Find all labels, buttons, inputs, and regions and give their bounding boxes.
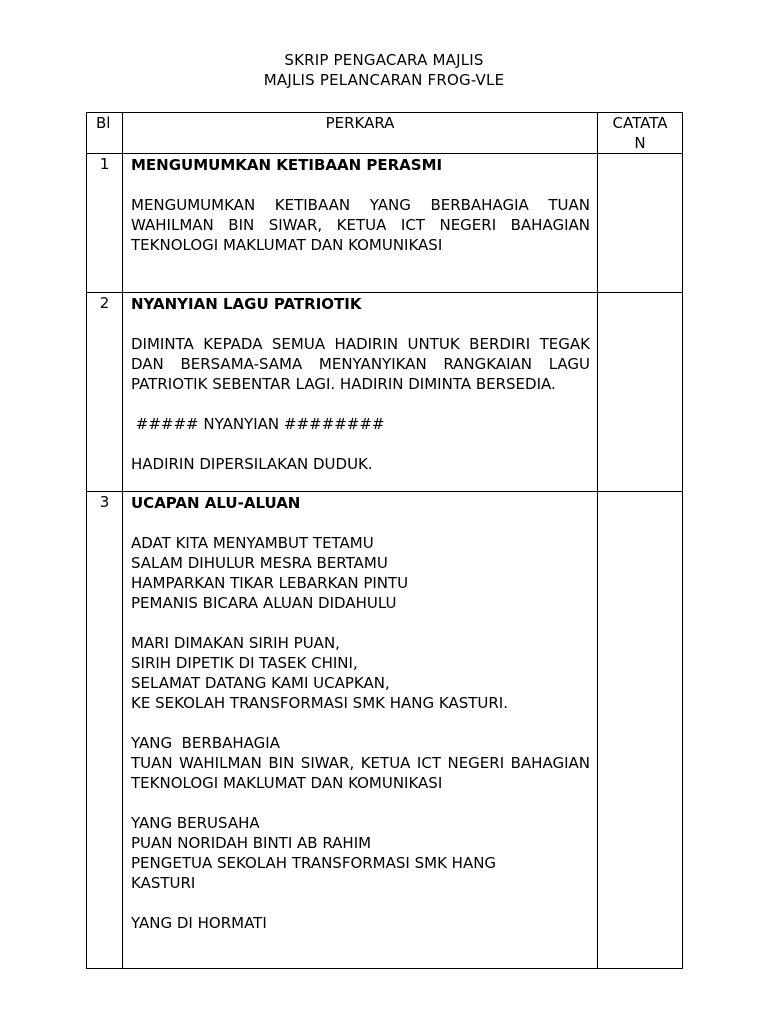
pantun-line: SELAMAT DATANG KAMI UCAPKAN,	[131, 674, 390, 692]
document-title	[0, 50, 768, 90]
greeting-line: PUAN NORIDAH BINTI AB RAHIM	[131, 834, 372, 852]
greeting-line: KASTURI	[131, 874, 196, 892]
catatan-cell	[598, 492, 683, 969]
item-paragraph: DIMINTA KEPADA SEMUA HADIRIN UNTUK BERDIRI TEGAK DAN BERSAMA-SAMA MENYANYIKAN RANGKAIAN LAGU PATRIOTIK SEBENTAR LAGI. HADIRIN DIMINTA BERSEDIA.	[131, 335, 590, 393]
table-row	[87, 293, 683, 492]
title-line-1: SKRIP PENGACARA MAJLIS	[284, 51, 484, 69]
row-number: 1	[87, 154, 123, 293]
greeting-line: PENGETUA SEKOLAH TRANSFORMASI SMK HANG	[131, 854, 497, 872]
header-catatan: CATATA N	[598, 113, 683, 154]
catatan-cell	[598, 293, 683, 492]
row-number: 3	[87, 492, 123, 969]
table-row	[87, 154, 683, 293]
table-header-row	[87, 113, 683, 154]
greeting-title: YANG BERBAHAGIA	[131, 734, 280, 752]
item-paragraph: MENGUMUMKAN KETIBAAN YANG BERBAHAGIA TUAN WAHILMAN BIN SIWAR, KETUA ICT NEGERI BAHAGIAN TEKNOLOGI MAKLUMAT DAN KOMUNIKASI	[131, 196, 590, 254]
pantun-line: MARI DIMAKAN SIRIH PUAN,	[131, 634, 340, 652]
greeting-line: YANG BERUSAHA	[131, 814, 260, 832]
pantun-line: SALAM DIHULUR MESRA BERTAMU	[131, 554, 388, 572]
title-line-2: MAJLIS PELANCARAN FROG-VLE	[263, 71, 505, 89]
perkara-cell	[123, 293, 598, 492]
greeting-title: YANG DI HORMATI	[131, 914, 267, 932]
row-number: 2	[87, 293, 123, 492]
header-bil: Bl	[87, 113, 123, 154]
pantun-line: SIRIH DIPETIK DI TASEK CHINI,	[131, 654, 358, 672]
script-table	[86, 112, 683, 969]
table-row	[87, 492, 683, 969]
item-heading: NYANYIAN LAGU PATRIOTIK	[131, 295, 362, 313]
header-perkara: PERKARA	[123, 113, 598, 154]
pantun-line: KE SEKOLAH TRANSFORMASI SMK HANG KASTURI.	[131, 694, 508, 712]
item-heading: UCAPAN ALU-ALUAN	[131, 494, 301, 512]
perkara-cell	[123, 492, 598, 969]
catatan-cell	[598, 154, 683, 293]
pantun-line: HAMPARKAN TIKAR LEBARKAN PINTU	[131, 574, 409, 592]
pantun-line: ADAT KITA MENYAMBUT TETAMU	[131, 534, 374, 552]
pantun-line: PEMANIS BICARA ALUAN DIDAHULU	[131, 594, 397, 612]
item-heading: MENGUMUMKAN KETIBAAN PERASMI	[131, 156, 443, 174]
singing-line: ##### NYANYIAN ########	[131, 415, 385, 433]
greeting-text: TUAN WAHILMAN BIN SIWAR, KETUA ICT NEGERI BAHAGIAN TEKNOLOGI MAKLUMAT DAN KOMUNIKASI	[131, 754, 590, 792]
perkara-cell	[123, 154, 598, 293]
item-paragraph: HADIRIN DIPERSILAKAN DUDUK.	[131, 455, 373, 473]
